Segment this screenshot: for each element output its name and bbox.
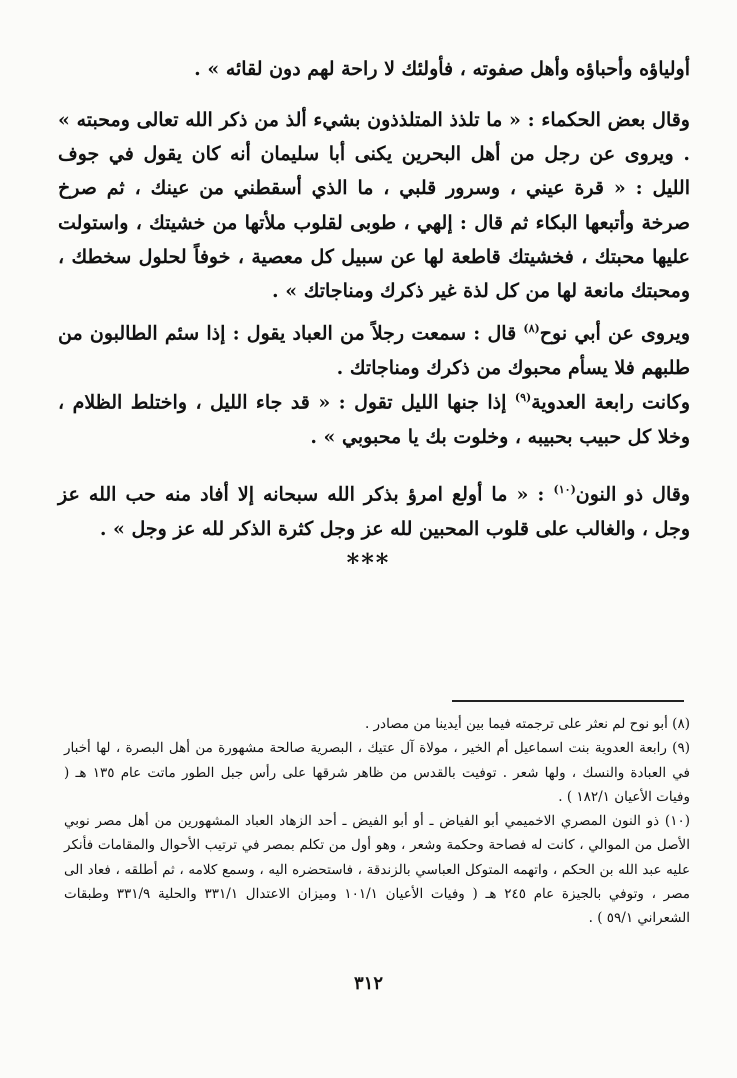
page-number: ٣١٢ [353,973,383,994]
paragraph-3-end: قال : سمعت رجلاً من العباد يقول : إذا سئم الطالبون من طلبهم فلا يسأم محبوك من ذكرك ومناجاتك . [58,322,690,379]
footnote-divider [452,700,684,702]
paragraph-5-end: : « ما أولع امرؤ بذكر الله سبحانه إلا أفاد منه حب الله عز وجل ، والغالب على قلوب المحبين لله عز وجل كثرة الذكر لله عز وجل » . [58,483,690,540]
paragraph-3-start: ويروى عن أبي نوح [539,322,690,345]
body-paragraph-1: أولياؤه وأحباؤه وأهل صفوته ، فأولئك لا راحة لهم دون لقائه » . [194,58,690,80]
paragraph-4-end: إذا جنها الليل تقول : « قد جاء الليل ، واختلط الظلام ، وخلا كل حبيب بحبيبه ، وخلوت بك يا محبوبي » . [58,391,690,448]
footnote-10: (١٠) ذو النون المصري الاخميمي أبو الفياض ـ أو أبو الفيض ـ أحد الزهاد العباد المشهورين من أهل مصر نوبي الأصل من الموالي ، كانت له فصاحة وحكمة وشعر ، وهو أول من تكلم بمصر في ترتيب الأحوال والمقامات فأنكر عليه عبد الله بن الحكم ، واتهمه المتوكل العباسي بالزندقة ، فاستحضره اليه ، وسمع كلامه ، ثم أطلقه ، فعاد الى مصر ، وتوفي بالجيزة عام ٢٤٥ هـ ( وفيات الأعيان ١٠١/١ وميزان الاعتدال ٣٣١/١ والحلية ٣٣١/٩ وطبقات الشعراني ٥٩/١ ) . [64,813,691,927]
footnote-ref-9: (٩) [514,391,532,404]
section-separator: *** [346,548,391,577]
footnotes [64,712,690,931]
footnote-9: (٩) رابعة العدوية بنت اسماعيل أم الخير ، مولاة آل عتيك ، البصرية صالحة مشهورة من أهل البصرة ، لها أخبار في العبادة والنسك ، ولها شعر . توفيت بالقدس من ظاهر شرقها على رأس جبل الطور ماتت عام ١٣٥ هـ ( وفيات الأعيان ١٨٢/١ ) . [64,740,690,805]
footnote-ref-10: (١٠) [553,483,576,496]
body-paragraph-3 [58,312,690,385]
paragraph-5-start: وقال ذو النون [575,483,690,506]
body-paragraph-2: وقال بعض الحكماء : « ما تلذذ المتلذذون بشيء ألذ من ذكر الله تعالى ومحبته » . ويروى عن رجل من أهل البحرين يكنى أبا سليمان أنه كان يقول في جوف الليل : « قرة عيني ، وسرور قلبي ، ما الذي أسقطني من عينك ، ثم صرخ صرخة وأتبعها البكاء ثم قال : إلهي ، طوبى لقلوب ملأتها من خشيتك ، واستولت عليها محبتك ، فخشيتك قاطعة لها عن سبيل كل معصية ، خوفاً لحلول سخطك ، ومحبتك مانعة لها من كل لذة غير ذكرك ومناجاتك » . [58,109,690,303]
footnote-8: (٨) أبو نوح لم نعثر على ترجمته فيما بين أيدينا من مصادر . [364,716,690,732]
body-paragraph-5 [58,473,690,546]
body-paragraph-4 [58,381,690,454]
footnote-ref-8: (٨) [523,322,540,335]
paragraph-4-start: وكانت رابعة العدوية [531,391,690,414]
